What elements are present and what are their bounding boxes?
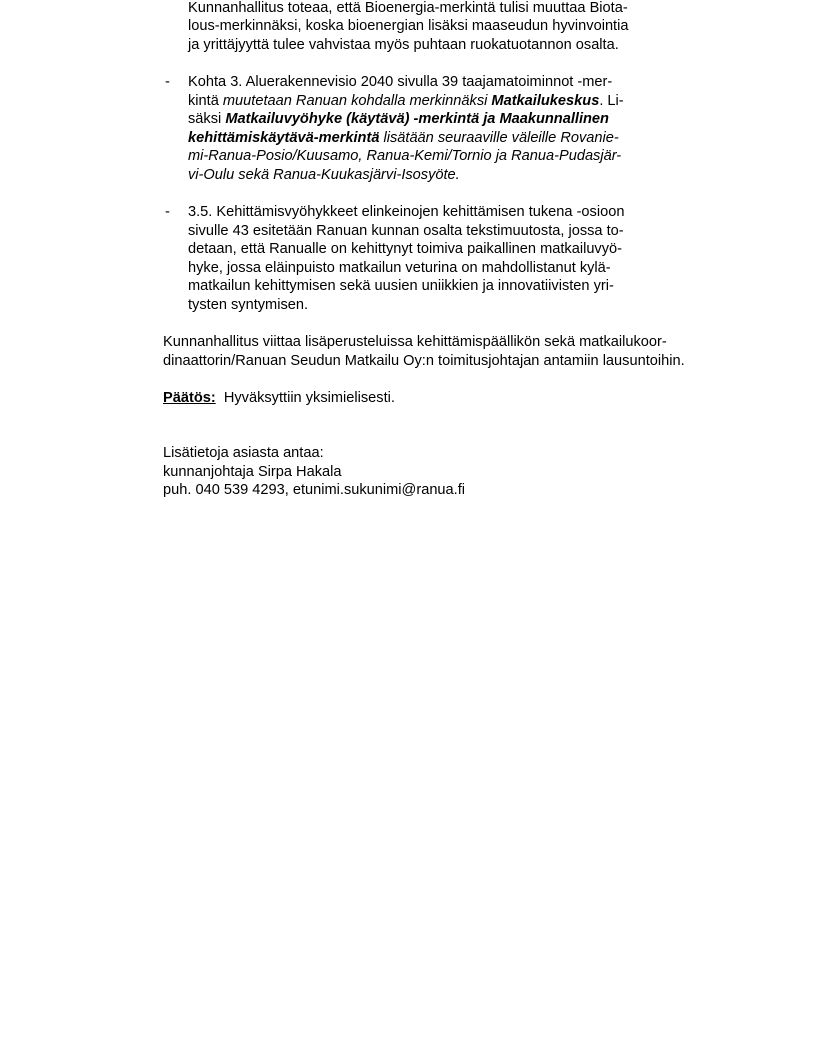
text-segment: ja yrittäjyyttä tulee vahvistaa myös puhtaan ruokatuotannon osalta.	[188, 36, 619, 53]
bullet-dash: -	[165, 204, 170, 220]
text-segment: Kunnanhallitus viittaa lisäperusteluissa kehittämispäällikön sekä matkailukoor-	[163, 334, 667, 350]
text-segment: . Li-	[599, 92, 624, 109]
text-line	[188, 73, 624, 92]
text-segment: puh. 040 539 4293, etunimi.sukunimi@ranua.fi	[163, 482, 466, 499]
decision-label: Päätös:	[163, 390, 216, 406]
text-line	[163, 481, 465, 500]
text-segment: lisätään seuraaville väleille Rovanie-	[379, 129, 619, 146]
text-line	[188, 240, 624, 259]
text-segment: tysten syntymisen.	[188, 296, 309, 313]
text-segment: mi-Ranua-Posio/Kuusamo, Ranua-Kemi/Tornio ja Ranua-Pudasjär-	[188, 148, 622, 165]
text-line	[163, 352, 685, 371]
text-segment: säksi	[188, 111, 226, 128]
text-segment: Hyväksyttiin yksimielisesti.	[215, 390, 395, 406]
text-segment: kintä	[188, 92, 223, 109]
text-line	[188, 222, 624, 241]
contact-info	[163, 444, 465, 500]
text-segment: 3.5. Kehittämisvyöhykkeet elinkeinojen kehittämisen tukena -osioon	[188, 204, 625, 220]
text-segment: Kohta 3. Aluerakennevisio 2040 sivulla 39 taajamatoiminnot -mer-	[188, 74, 613, 90]
text-line	[188, 36, 628, 55]
text-line	[163, 463, 465, 482]
bullet-dash: -	[165, 74, 170, 90]
text-segment: lous-merkinnäksi, koska bioenergian lisäksi maaseudun hyvinvointia	[188, 18, 629, 35]
text-line	[188, 277, 624, 296]
bullet-kohta-3-5	[188, 203, 624, 315]
text-segment: Lisätietoja asiasta antaa:	[163, 445, 324, 461]
lisaperustelut-paragraph	[163, 333, 685, 370]
text-line	[188, 17, 628, 36]
text-segment: vi-Oulu sekä Ranua-Kuukasjärvi-Isosyöte.	[188, 166, 460, 183]
text-line	[188, 92, 624, 111]
text-segment: detaan, että Ranualle on kehittynyt toimiva paikallinen matkailuvyö-	[188, 241, 623, 258]
text-line	[188, 259, 624, 278]
text-segment: muutetaan Ranuan kohdalla merkinnäksi	[222, 92, 492, 109]
text-line	[188, 0, 628, 17]
text-line	[188, 166, 624, 185]
text-segment: kunnanjohtaja Sirpa Hakala	[163, 463, 342, 480]
text-line	[188, 147, 624, 166]
text-segment: sivulle 43 esitetään Ranuan kunnan osalta tekstimuutosta, jossa to-	[188, 222, 624, 239]
decision	[163, 389, 395, 408]
text-segment: kehittämiskäytävä-merkintä	[188, 129, 380, 146]
text-line	[163, 389, 395, 408]
text-line	[188, 203, 624, 222]
text-segment: Matkailuvyöhyke (käytävä) -merkintä ja Maakunnallinen	[225, 111, 609, 128]
text-line	[188, 296, 624, 315]
bullet-kohta-3	[188, 73, 624, 185]
bioenergia-paragraph	[188, 0, 628, 54]
text-line	[163, 333, 685, 352]
text-line	[163, 444, 465, 463]
text-segment: matkailun kehittymisen sekä uusien uniikkien ja innovatiivisten yri-	[188, 278, 614, 295]
text-line	[188, 110, 624, 129]
text-segment: hyke, jossa eläinpuisto matkailun veturina on mahdollistanut kylä-	[188, 259, 611, 276]
text-segment: Matkailukeskus	[491, 92, 600, 109]
text-segment: dinaattorin/Ranuan Seudun Matkailu Oy:n toimitusjohtajan antamiin lausuntoihin.	[163, 352, 685, 369]
text-line	[188, 129, 624, 148]
text-segment: Kunnanhallitus toteaa, että Bioenergia-merkintä tulisi muuttaa Biota-	[188, 0, 628, 16]
